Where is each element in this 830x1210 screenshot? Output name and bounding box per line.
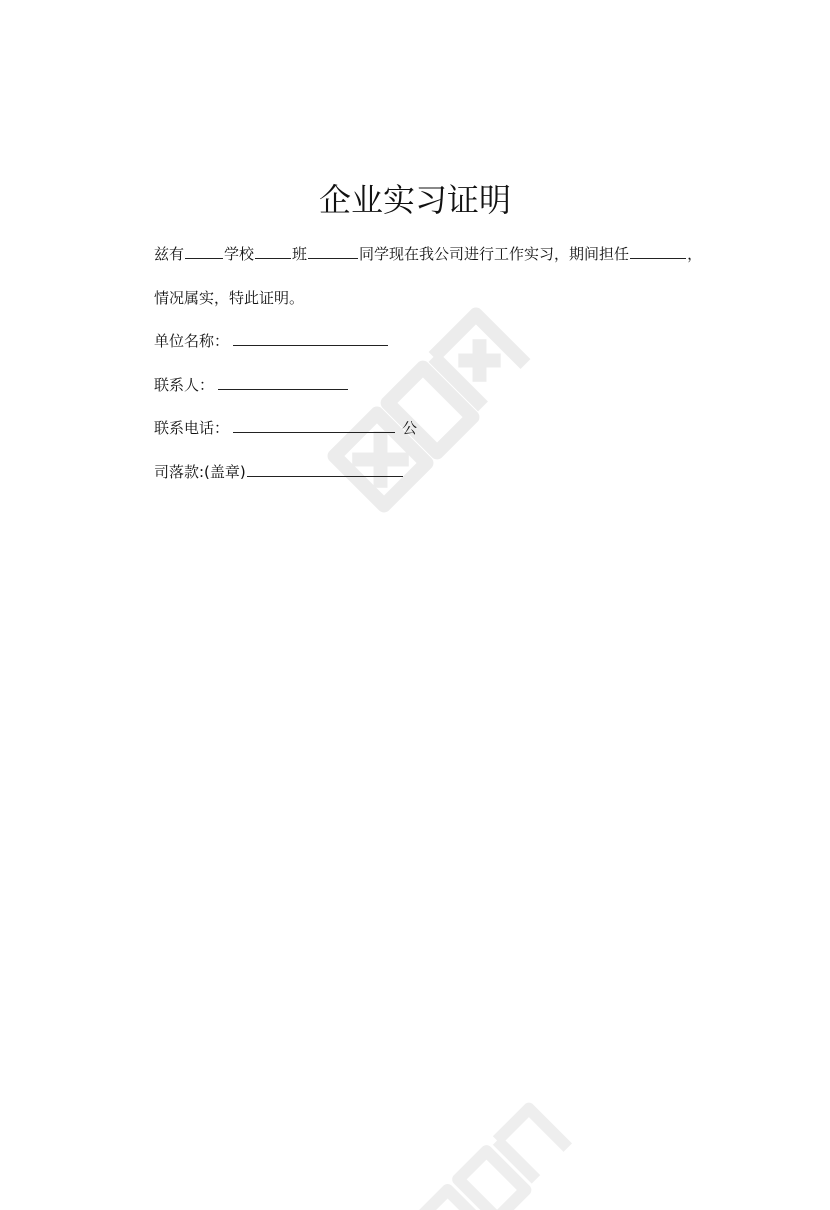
phone-trailing-text: 公 [402, 419, 418, 437]
contact-field[interactable] [218, 374, 348, 390]
body-text-2: 学校 [224, 245, 255, 263]
unit-name-field[interactable] [233, 330, 388, 346]
document-title: 企业实习证明 [318, 181, 511, 219]
phone-label: 联系电话： [154, 419, 230, 437]
body-line-1 [154, 243, 702, 265]
phone-field[interactable] [233, 417, 395, 433]
body-text-4: 同学现在我公司进行工作实习，期间担任 [359, 245, 630, 263]
company-sign-label: 司落款:(盖章) [154, 463, 246, 481]
phone-row [154, 417, 417, 439]
body-text-3: 班 [292, 245, 308, 263]
watermark-logo-upper [300, 280, 560, 540]
body-text-1: 兹有 [154, 245, 185, 263]
blank-school[interactable] [255, 243, 291, 259]
blank-class[interactable] [308, 243, 358, 259]
contact-row [154, 374, 349, 396]
body-text-5: ， [687, 245, 703, 263]
body-line-2: 情况属实，特此证明。 [154, 289, 305, 307]
blank-name[interactable] [185, 243, 223, 259]
unit-name-row [154, 330, 389, 352]
unit-name-label: 单位名称： [154, 332, 230, 350]
company-sign-field[interactable] [247, 461, 403, 477]
watermark-logo-lower [390, 1090, 590, 1210]
blank-position[interactable] [630, 243, 686, 259]
contact-label: 联系人： [154, 376, 215, 394]
company-sign-row [154, 461, 404, 483]
